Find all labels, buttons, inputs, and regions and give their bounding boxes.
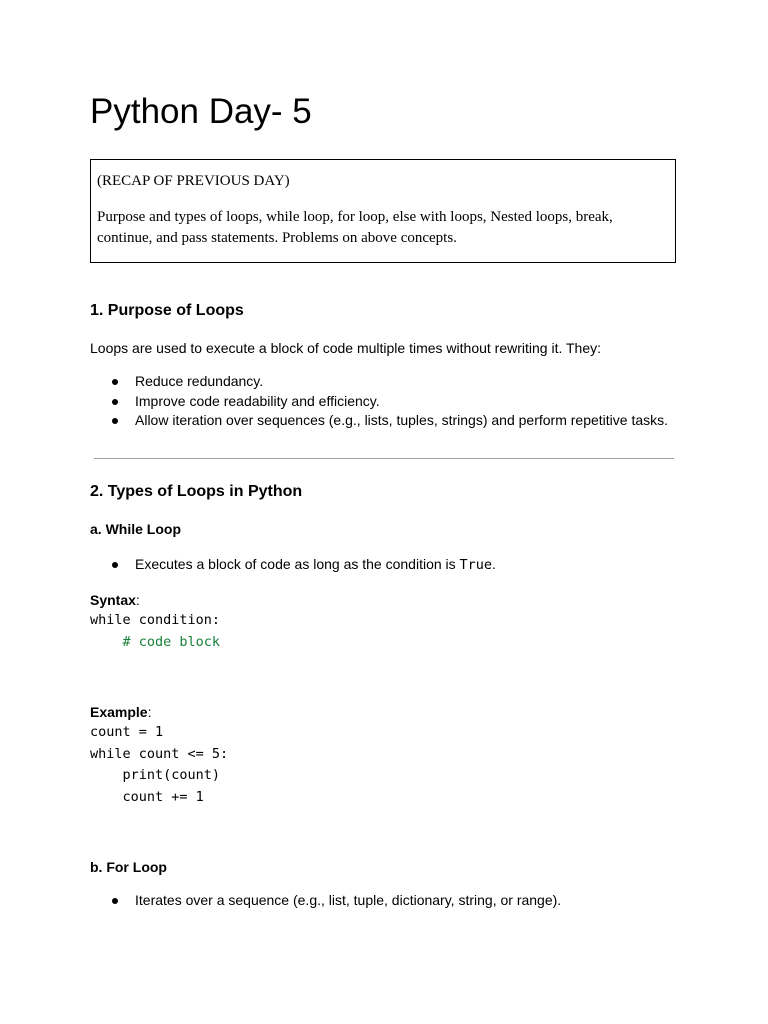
section-heading-purpose: 1. Purpose of Loops (90, 302, 244, 319)
bullet-icon (112, 418, 118, 424)
purpose-intro: Loops are used to execute a block of code multiple times without rewriting it. They: (90, 340, 602, 356)
section-heading-types: 2. Types of Loops in Python (90, 483, 303, 500)
example-code-block: count = 1 while count <= 5: print(count) count += 1 (90, 724, 229, 805)
code-comment: # code block (122, 633, 221, 650)
while-bullet-list (90, 555, 496, 576)
subheading-for-loop: b. For Loop (90, 859, 167, 875)
recap-text: Purpose and types of loops, while loop, for loop, else with loops, Nested loops, break, continue, and pass statements. Problems on above concepts. (97, 209, 613, 246)
example-label: Example: (90, 704, 152, 720)
bullet-icon (112, 399, 118, 405)
bullet-icon (112, 898, 118, 904)
purpose-bullet-list (90, 372, 668, 431)
bullet-icon (112, 562, 118, 568)
for-bullet-list (90, 891, 561, 911)
horizontal-divider (94, 458, 674, 459)
inline-code: True (459, 557, 493, 573)
page-title: Python Day- 5 (90, 92, 312, 131)
bullet-icon (112, 379, 118, 385)
list-item: Iterates over a sequence (e.g., list, tuple, dictionary, string, or range). (90, 891, 561, 911)
syntax-label: Syntax: (90, 592, 140, 608)
subheading-while-loop: a. While Loop (90, 521, 181, 537)
recap-heading: (RECAP OF PREVIOUS DAY) (97, 173, 290, 189)
recap-box (90, 159, 676, 263)
list-item: Reduce redundancy. (90, 372, 668, 392)
list-item: Executes a block of code as long as the condition is True. (90, 555, 496, 576)
list-item: Allow iteration over sequences (e.g., lists, tuples, strings) and perform repetitive tasks. (90, 411, 668, 431)
list-item: Improve code readability and efficiency. (90, 392, 668, 412)
syntax-code-block: while condition: # code block (90, 612, 221, 650)
